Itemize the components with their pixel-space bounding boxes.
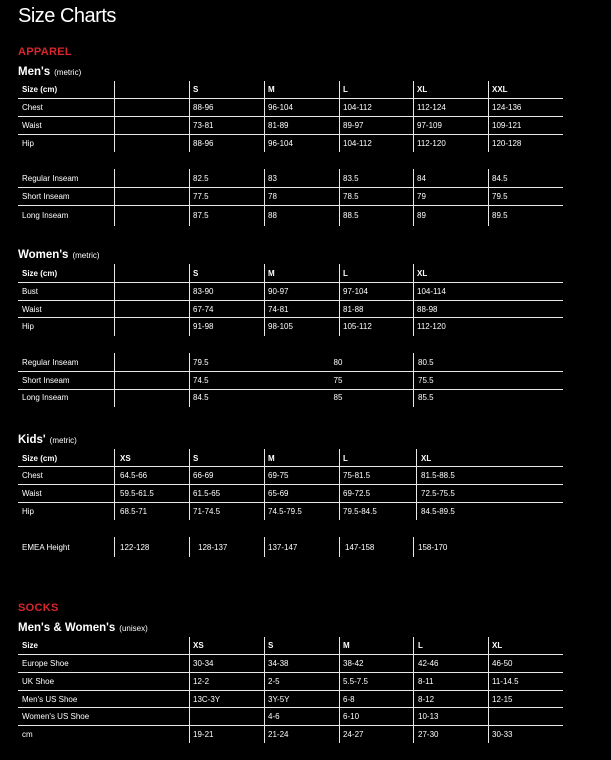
kids-table-cell: 84.5-89.5 [421, 507, 455, 516]
womens-inseam-cell: 80.5 [418, 358, 434, 367]
womens-table-cell: 104-114 [417, 287, 446, 296]
socks-table-column-divider [488, 637, 489, 743]
socks-table-cell: 11-14.5 [492, 677, 519, 686]
kids-table-cell: 72.5-75.5 [421, 489, 455, 498]
womens-table-column-divider [189, 264, 190, 336]
socks-table-cell: XS [193, 641, 204, 650]
womens-table-row-divider [18, 300, 563, 301]
womens-inseam-cell: 80 [333, 358, 343, 367]
socks-table-cell: 12-15 [492, 695, 513, 704]
mens-inseam-column-divider [488, 169, 489, 226]
womens-inseam-cell: 84.5 [193, 393, 209, 402]
womens-table-cell: M [268, 269, 275, 278]
mens-inseam-column-divider [264, 169, 265, 226]
mens-inseam-cell: 82.5 [193, 174, 209, 183]
socks-table-cell: L [418, 641, 423, 650]
kids-height-column-divider [189, 537, 190, 557]
kids-height-cell: 128-137 [198, 543, 228, 552]
mens-heading-sub: (metric) [54, 68, 82, 77]
socks-table-cell: M [343, 641, 350, 650]
socks-table-column-divider [339, 637, 340, 743]
mens-table-cell: XL [417, 85, 428, 94]
womens-table-cell: XL [417, 269, 428, 278]
mens-inseam-cell: 78.5 [343, 192, 359, 201]
socks-table-cell: 6-10 [343, 712, 360, 721]
kids-table-row-divider [18, 466, 563, 467]
socks-table-cell: 42-46 [418, 659, 439, 668]
socks-table-cell: 27-30 [418, 730, 439, 739]
mens-table-column-divider [413, 81, 414, 152]
womens-table-cell: 83-90 [193, 287, 214, 296]
mens-table-cell: Waist [22, 121, 42, 130]
socks-table-cell: cm [22, 730, 33, 739]
womens-table-cell: S [193, 269, 199, 278]
mens-table-cell: 104-112 [343, 139, 372, 148]
womens-table-row-divider [18, 282, 563, 283]
mens-table-column-divider [264, 81, 265, 152]
mens-table-cell: 88-96 [193, 103, 214, 112]
kids-table-row-divider [18, 484, 563, 485]
womens-table-cell: Waist [22, 305, 42, 314]
womens-table-cell: Bust [22, 287, 39, 296]
mens-inseam-cell: 78 [268, 192, 277, 201]
womens-heading [18, 249, 100, 261]
mens-table-column-divider [488, 81, 489, 152]
kids-table-cell: Chest [22, 471, 43, 480]
mens-table-cell: 88-96 [193, 139, 214, 148]
kids-height-column-divider [114, 537, 115, 557]
socks-table-cell: 38-42 [343, 659, 364, 668]
mens-heading [18, 66, 81, 78]
socks-table-cell: 21-24 [268, 730, 289, 739]
socks-table-cell: 34-38 [268, 659, 289, 668]
womens-table-cell: 90-97 [268, 287, 289, 296]
socks-table-cell: 6-8 [343, 695, 355, 704]
womens-table-cell: 97-104 [343, 287, 368, 296]
womens-table-cell: 88-98 [417, 305, 438, 314]
socks-table-cell: 8-12 [418, 695, 435, 704]
mens-inseam-cell: 77.5 [193, 192, 209, 201]
socks-table-cell: 5.5-7.5 [343, 677, 368, 686]
womens-table-cell: 81-88 [343, 305, 364, 314]
mens-inseam-cell: 88.5 [343, 211, 359, 220]
kids-table-cell: 68.5-71 [120, 507, 148, 516]
socks-table-cell: 19-21 [193, 730, 214, 739]
mens-table-row-divider [18, 98, 563, 99]
mens-table-column-divider [114, 81, 115, 152]
socks-table-cell: 30-34 [193, 659, 214, 668]
mens-inseam-cell: Long Inseam [22, 211, 69, 220]
socks-table-cell: Men's US Shoe [22, 695, 78, 704]
socks-table-cell: 46-50 [492, 659, 513, 668]
socks-table-column-divider [413, 637, 414, 743]
socks-table-cell: 4-6 [268, 712, 280, 721]
mens-table-column-divider [339, 81, 340, 152]
mens-table-cell: Hip [22, 139, 35, 148]
mens-inseam-column-divider [339, 169, 340, 226]
kids-table-column-divider [189, 449, 190, 520]
socks-heading-text: Men's & Women's [18, 622, 116, 634]
kids-table-cell: 75-81.5 [343, 471, 371, 480]
mens-heading-text: Men's [18, 66, 51, 78]
socks-table-row-divider [18, 690, 563, 691]
womens-inseam-label: Regular Inseam [22, 358, 79, 367]
womens-table-column-divider [264, 264, 265, 336]
kids-table-cell: 69-75 [268, 471, 289, 480]
womens-heading-sub: (metric) [72, 251, 100, 260]
socks-table-cell: 12-2 [193, 677, 210, 686]
page-title: Size Charts [18, 5, 116, 27]
womens-inseam-cell: 85 [333, 393, 343, 402]
kids-table-cell: 79.5-84.5 [343, 507, 377, 516]
socks-table-cell: 24-27 [343, 730, 364, 739]
mens-table-cell: M [268, 85, 275, 94]
mens-table-cell: 104-112 [343, 103, 372, 112]
womens-inseam-column-divider [413, 353, 414, 407]
mens-inseam-column-divider [189, 169, 190, 226]
socks-table-cell: Size [22, 641, 39, 650]
mens-table-cell: 73-81 [193, 121, 214, 130]
mens-table-cell: Size (cm) [22, 85, 58, 94]
mens-inseam-cell: 83 [268, 174, 277, 183]
mens-table-cell: 120-128 [492, 139, 522, 148]
socks-table-column-divider [189, 637, 190, 743]
mens-inseam-cell: Regular Inseam [22, 174, 79, 183]
womens-table-cell: L [343, 269, 348, 278]
socks-table-column-divider [264, 637, 265, 743]
kids-table-cell: 64.5-66 [120, 471, 148, 480]
kids-heading-sub: (metric) [49, 436, 77, 445]
socks-table-row-divider [18, 707, 563, 708]
mens-table-cell: 109-121 [492, 121, 522, 130]
womens-table-cell: 112-120 [417, 322, 446, 331]
mens-table-cell: 96-104 [268, 103, 293, 112]
kids-table-cell: 65-69 [268, 489, 289, 498]
kids-table-cell: S [193, 454, 199, 463]
mens-table-cell: Chest [22, 103, 43, 112]
womens-inseam-label: Short Inseam [22, 376, 70, 385]
kids-height-cell: 147-158 [345, 543, 375, 552]
womens-table-cell: Size (cm) [22, 269, 58, 278]
socks-table-row-divider [18, 654, 563, 655]
mens-table-cell: 112-120 [417, 139, 446, 148]
mens-inseam-column-divider [413, 169, 414, 226]
kids-table-column-divider [416, 449, 417, 520]
socks-table-row-divider [18, 672, 563, 673]
womens-inseam-row-divider [18, 389, 563, 390]
kids-height-cell: 158-170 [418, 543, 448, 552]
womens-inseam-cell: 85.5 [418, 393, 434, 402]
kids-table-cell: XL [421, 454, 432, 463]
mens-inseam-cell: 87.5 [193, 211, 209, 220]
mens-inseam-column-divider [114, 169, 115, 226]
mens-table-cell: 96-104 [268, 139, 293, 148]
kids-heading-text: Kids' [18, 434, 46, 446]
kids-table-row-divider [18, 502, 563, 503]
mens-inseam-cell: 83.5 [343, 174, 359, 183]
kids-height-column-divider [264, 537, 265, 557]
womens-table-column-divider [413, 264, 414, 336]
mens-table-column-divider [189, 81, 190, 152]
mens-table-cell: 112-124 [417, 103, 446, 112]
socks-heading-sub: (unisex) [119, 624, 148, 633]
kids-height-column-divider [413, 537, 414, 557]
kids-table-cell: L [343, 454, 348, 463]
mens-table-row-divider [18, 134, 563, 135]
womens-inseam-row-divider [18, 371, 563, 372]
kids-table-cell: Size (cm) [22, 454, 58, 463]
mens-table-cell: 97-109 [417, 121, 442, 130]
kids-table-cell: 61.5-65 [193, 489, 221, 498]
womens-table-cell: 91-98 [193, 322, 214, 331]
womens-table-cell: 98-105 [268, 322, 293, 331]
mens-inseam-cell: 88 [268, 211, 277, 220]
kids-table-cell: XS [120, 454, 131, 463]
womens-inseam-cell: 79.5 [193, 358, 209, 367]
mens-inseam-row-divider [18, 187, 563, 188]
socks-table-cell: UK Shoe [22, 677, 55, 686]
kids-height-column-divider [339, 537, 340, 557]
socks-table-cell: Europe Shoe [22, 659, 69, 668]
womens-table-row-divider [18, 317, 563, 318]
womens-inseam-cell: 75.5 [418, 376, 434, 385]
socks-table-cell: 2-5 [268, 677, 280, 686]
mens-inseam-cell: 79.5 [492, 192, 508, 201]
socks-section-label: SOCKS [18, 602, 59, 614]
mens-table-cell: 124-136 [492, 103, 522, 112]
womens-inseam-column-divider [114, 353, 115, 407]
socks-table-cell: S [268, 641, 274, 650]
womens-inseam-cell: 75 [333, 376, 343, 385]
mens-table-cell: XXL [492, 85, 508, 94]
mens-inseam-cell: 79 [417, 192, 426, 201]
socks-table-cell: 30-33 [492, 730, 513, 739]
womens-table-cell: Hip [22, 322, 35, 331]
kids-heading [18, 434, 77, 446]
womens-table-cell: 74-81 [268, 305, 289, 314]
socks-heading [18, 622, 148, 634]
socks-table-cell: 8-11 [418, 677, 434, 686]
womens-table-cell: 105-112 [343, 322, 372, 331]
kids-height-cell: EMEA Height [22, 543, 70, 552]
socks-table-cell: XL [492, 641, 503, 650]
socks-table-row-divider [18, 725, 563, 726]
kids-table-cell: 74.5-79.5 [268, 507, 302, 516]
womens-heading-text: Women's [18, 249, 69, 261]
kids-table-column-divider [339, 449, 340, 520]
socks-table-cell: Women's US Shoe [22, 712, 90, 721]
mens-inseam-cell: 84 [417, 174, 426, 183]
kids-table-cell: Waist [22, 489, 42, 498]
socks-table-cell: 10-13 [418, 712, 439, 721]
mens-table-cell: 89-97 [343, 121, 364, 130]
womens-inseam-column-divider [189, 353, 190, 407]
kids-table-cell: M [268, 454, 275, 463]
womens-table-column-divider [114, 264, 115, 336]
kids-table-cell: Hip [22, 507, 35, 516]
kids-table-column-divider [114, 449, 115, 520]
mens-inseam-cell: Short Inseam [22, 192, 70, 201]
womens-table-column-divider [339, 264, 340, 336]
mens-table-cell: 81-89 [268, 121, 289, 130]
mens-table-cell: L [343, 85, 348, 94]
mens-inseam-row-divider [18, 205, 563, 206]
womens-inseam-label: Long Inseam [22, 393, 69, 402]
kids-table-cell: 59.5-61.5 [120, 489, 154, 498]
kids-height-cell: 137-147 [268, 543, 298, 552]
kids-height-cell: 122-128 [120, 543, 150, 552]
kids-table-cell: 66-69 [193, 471, 214, 480]
mens-inseam-cell: 89 [417, 211, 426, 220]
kids-table-cell: 69-72.5 [343, 489, 371, 498]
womens-inseam-cell: 74.5 [193, 376, 209, 385]
mens-table-row-divider [18, 116, 563, 117]
kids-table-cell: 81.5-88.5 [421, 471, 455, 480]
mens-table-cell: S [193, 85, 199, 94]
socks-table-cell: 3Y-5Y [268, 695, 290, 704]
kids-table-cell: 71-74.5 [193, 507, 221, 516]
socks-table-cell: 13C-3Y [193, 695, 221, 704]
womens-table-cell: 67-74 [193, 305, 214, 314]
mens-inseam-cell: 89.5 [492, 211, 508, 220]
kids-table-column-divider [264, 449, 265, 520]
apparel-section-label: APPAREL [18, 46, 72, 58]
mens-inseam-cell: 84.5 [492, 174, 508, 183]
